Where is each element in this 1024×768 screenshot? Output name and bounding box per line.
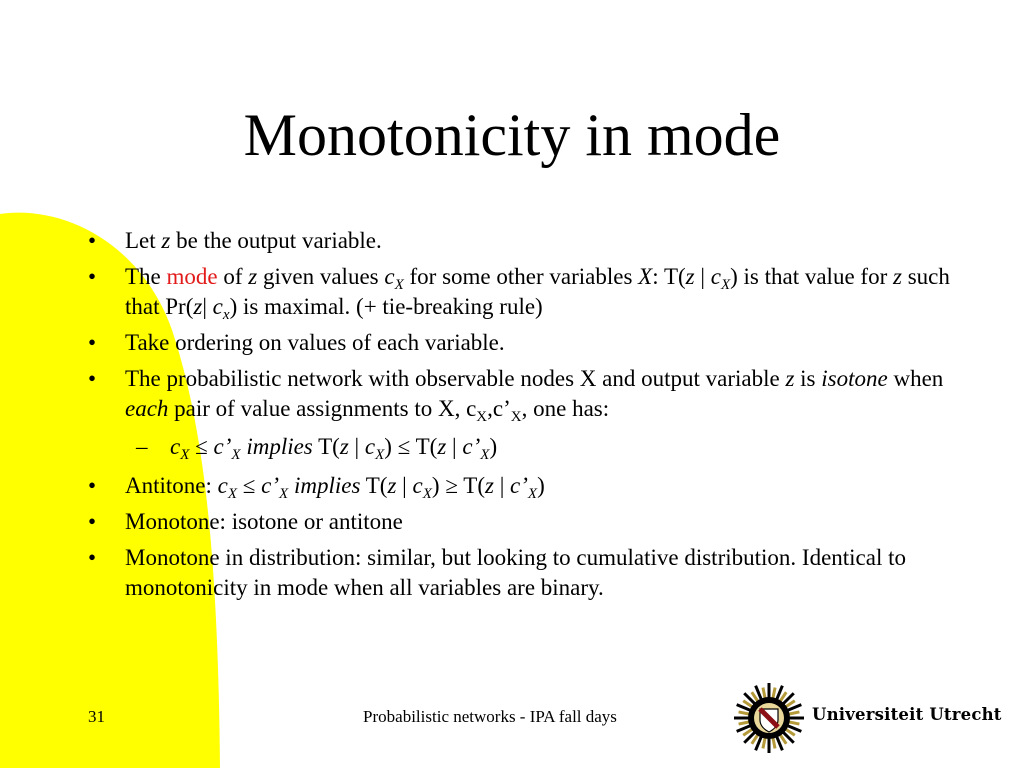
variable: c’ xyxy=(510,473,528,498)
text: ) ≥ T( xyxy=(431,473,485,498)
subscript: X xyxy=(476,409,488,425)
subscript: X xyxy=(394,277,404,293)
variable: c’ xyxy=(213,434,232,459)
subscript: X xyxy=(227,486,238,502)
variable: c xyxy=(384,264,395,289)
text: ) ≤ T( xyxy=(384,434,438,459)
text: T( xyxy=(360,473,388,498)
text: ) is maximal. (+ tie-breaking rule) xyxy=(229,294,543,319)
variable: c xyxy=(170,434,181,459)
text: pair of value assignments to X, c xyxy=(174,396,477,421)
bullet-item: • Take ordering on values of each variable. xyxy=(88,328,968,358)
sub-bullet-item xyxy=(88,432,968,462)
variable: z xyxy=(785,366,795,391)
text: : T( xyxy=(652,264,686,289)
emphasis: implies xyxy=(246,434,313,459)
text: | xyxy=(348,434,365,459)
text: be the output variable. xyxy=(176,228,382,253)
text: given values xyxy=(263,264,379,289)
variable: z xyxy=(161,228,171,253)
subscript: X xyxy=(480,447,490,463)
variable: c xyxy=(364,434,376,459)
text: ) xyxy=(489,434,498,459)
subscript: X xyxy=(231,447,241,463)
bullet-item: • Monotone in distribution: similar, but looking to cumulative distribution. Identical to monotonicity in mode when all variables are binary. xyxy=(88,543,968,603)
subscript: X xyxy=(279,486,289,502)
bullet-item: • Monotone: isotone or antitone xyxy=(88,507,968,537)
text: T( xyxy=(312,434,340,459)
variable: z xyxy=(193,294,203,319)
bullet-item xyxy=(88,262,968,322)
text: | xyxy=(446,434,463,459)
variable: c xyxy=(212,294,223,319)
variable: c xyxy=(412,473,423,498)
emphasis: each xyxy=(125,396,169,421)
variable: z xyxy=(484,473,494,498)
text: Let xyxy=(125,228,156,253)
variable: X xyxy=(638,264,653,289)
text: , one has: xyxy=(521,396,610,421)
subscript: X xyxy=(180,447,190,463)
bullet-list xyxy=(88,226,968,609)
text: for some other variables xyxy=(409,264,633,289)
variable: z xyxy=(248,264,258,289)
text: of xyxy=(223,264,243,289)
bullet-item xyxy=(88,471,968,501)
subscript: X xyxy=(510,409,522,425)
text: ) xyxy=(537,473,545,498)
subscript: X xyxy=(422,486,432,502)
text: | xyxy=(694,264,711,289)
text: | xyxy=(493,473,511,498)
variable: z xyxy=(339,434,349,459)
text: Antitone: xyxy=(125,473,212,498)
text: ) is xyxy=(730,264,759,289)
text: when xyxy=(893,366,944,391)
variable: c xyxy=(217,473,228,498)
text: ≤ xyxy=(189,434,214,459)
variable: z xyxy=(892,264,902,289)
text: ,c’ xyxy=(487,396,511,421)
subscript: X xyxy=(375,447,385,463)
variable: z xyxy=(685,264,695,289)
text: that value for xyxy=(764,264,888,289)
text: is xyxy=(800,366,816,391)
subscript: x xyxy=(222,307,230,323)
slide-title: Monotonicity in mode xyxy=(243,102,781,168)
text: ≤ xyxy=(237,473,262,498)
variable: c’ xyxy=(462,434,481,459)
text: The probabilistic network with observable nodes X and output variable xyxy=(125,366,780,391)
text: | xyxy=(202,294,213,319)
page-number: 31 xyxy=(88,707,105,726)
emphasis: isotone xyxy=(821,366,888,391)
subscript: X xyxy=(527,486,538,502)
university-name: Universiteit Utrecht xyxy=(812,705,1002,724)
text: The xyxy=(125,264,161,289)
bullet-item xyxy=(88,364,968,424)
variable: z xyxy=(387,473,397,498)
text: such that Pr( xyxy=(125,264,950,319)
subscript: X xyxy=(720,277,731,293)
variable: c’ xyxy=(261,473,280,498)
university-sun-logo-icon xyxy=(733,682,805,754)
variable: c xyxy=(710,264,721,289)
footer-text: Probabilistic networks - IPA fall days xyxy=(363,707,617,726)
bullet-item xyxy=(88,226,968,256)
highlight-term: mode xyxy=(166,264,218,289)
variable: z xyxy=(437,434,447,459)
emphasis: implies xyxy=(293,473,361,498)
text: | xyxy=(396,473,413,498)
